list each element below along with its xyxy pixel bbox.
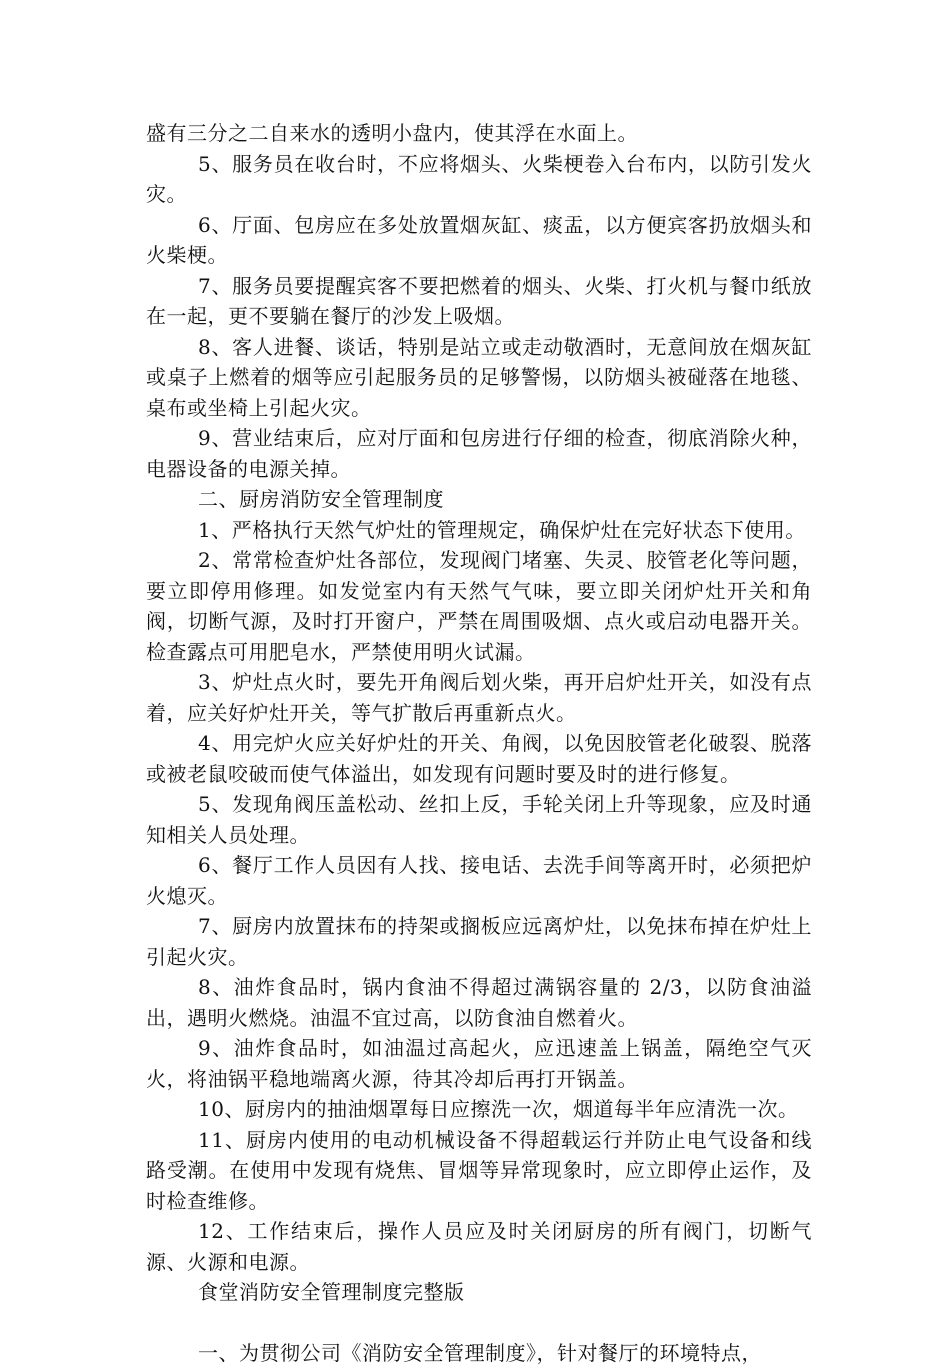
paragraph-item-10-kitchen: 10、厨房内的抽油烟罩每日应擦洗一次，烟道每半年应清洗一次。 xyxy=(146,1094,812,1125)
paragraph-item-6-dining: 6、厅面、包房应在多处放置烟灰缸、痰盂，以方便宾客扔放烟头和火柴梗。 xyxy=(146,210,812,271)
paragraph-item-5-kitchen: 5、发现角阀压盖松动、丝扣上反，手轮关闭上升等现象，应及时通知相关人员处理。 xyxy=(146,789,812,850)
paragraph-item-4-kitchen: 4、用完炉火应关好炉灶的开关、角阀，以免因胶管老化破裂、脱落或被老鼠咬破而使气体溢出，如发现有问题时要及时的进行修复。 xyxy=(146,728,812,789)
paragraph-item-9-kitchen: 9、油炸食品时，如油温过高起火，应迅速盖上锅盖，隔绝空气灭火，将油锅平稳地端离火源，待其冷却后再打开锅盖。 xyxy=(146,1033,812,1094)
paragraph-item-5-dining: 5、服务员在收台时，不应将烟头、火柴梗卷入台布内，以防引发火灾。 xyxy=(146,149,812,210)
paragraph-item-3-kitchen: 3、炉灶点火时，要先开角阀后划火柴，再开启炉灶开关，如没有点着，应关好炉灶开关，等气扩散后再重新点火。 xyxy=(146,667,812,728)
paragraph-item-1-intro: 一、为贯彻公司《消防安全管理制度》，针对餐厅的环境特点， xyxy=(146,1338,812,1368)
paragraph-item-8-kitchen: 8、油炸食品时，锅内食油不得超过满锅容量的 2/3，以防食油溢出，遇明火燃烧。油温不宜过高，以防食油自燃着火。 xyxy=(146,972,812,1033)
blank-line xyxy=(146,1308,812,1338)
paragraph-item-11-kitchen: 11、厨房内使用的电动机械设备不得超载运行并防止电气设备和线路受潮。在使用中发现有烧焦、冒烟等异常现象时，应立即停止运作，及时检查维修。 xyxy=(146,1125,812,1217)
paragraph-item-7-kitchen: 7、厨房内放置抹布的持架或搁板应远离炉灶，以免抹布掉在炉灶上引起火灾。 xyxy=(146,911,812,972)
paragraph-continuation: 盛有三分之二自来水的透明小盘内，使其浮在水面上。 xyxy=(146,118,812,149)
paragraph-item-9-dining: 9、营业结束后，应对厅面和包房进行仔细的检查，彻底消除火种，电器设备的电源关掉。 xyxy=(146,423,812,484)
paragraph-item-12-kitchen: 12、工作结束后，操作人员应及时关闭厨房的所有阀门，切断气源、火源和电源。 xyxy=(146,1216,812,1277)
paragraph-item-6-kitchen: 6、餐厅工作人员因有人找、接电话、去洗手间等离开时，必须把炉火熄灭。 xyxy=(146,850,812,911)
paragraph-item-7-dining: 7、服务员要提醒宾客不要把燃着的烟头、火柴、打火机与餐巾纸放在一起，更不要躺在餐厅的沙发上吸烟。 xyxy=(146,271,812,332)
section-heading-kitchen: 二、厨房消防安全管理制度 xyxy=(146,484,812,515)
paragraph-item-2-kitchen: 2、常常检查炉灶各部位，发现阀门堵塞、失灵、胶管老化等问题，要立即停用修理。如发觉室内有天然气气味，要立即关闭炉灶开关和角阀，切断气源，及时打开窗户，严禁在周围吸烟、点火或启动电器开关。检查露点可用肥皂水，严禁使用明火试漏。 xyxy=(146,545,812,667)
document-title: 食堂消防安全管理制度完整版 xyxy=(146,1277,812,1308)
paragraph-item-8-dining: 8、客人进餐、谈话，特别是站立或走动敬酒时，无意间放在烟灰缸或桌子上燃着的烟等应引起服务员的足够警惕，以防烟头被碰落在地毯、桌布或坐椅上引起火灾。 xyxy=(146,332,812,424)
document-body xyxy=(146,118,812,1368)
paragraph-item-1-kitchen: 1、严格执行天然气炉灶的管理规定，确保炉灶在完好状态下使用。 xyxy=(146,515,812,546)
